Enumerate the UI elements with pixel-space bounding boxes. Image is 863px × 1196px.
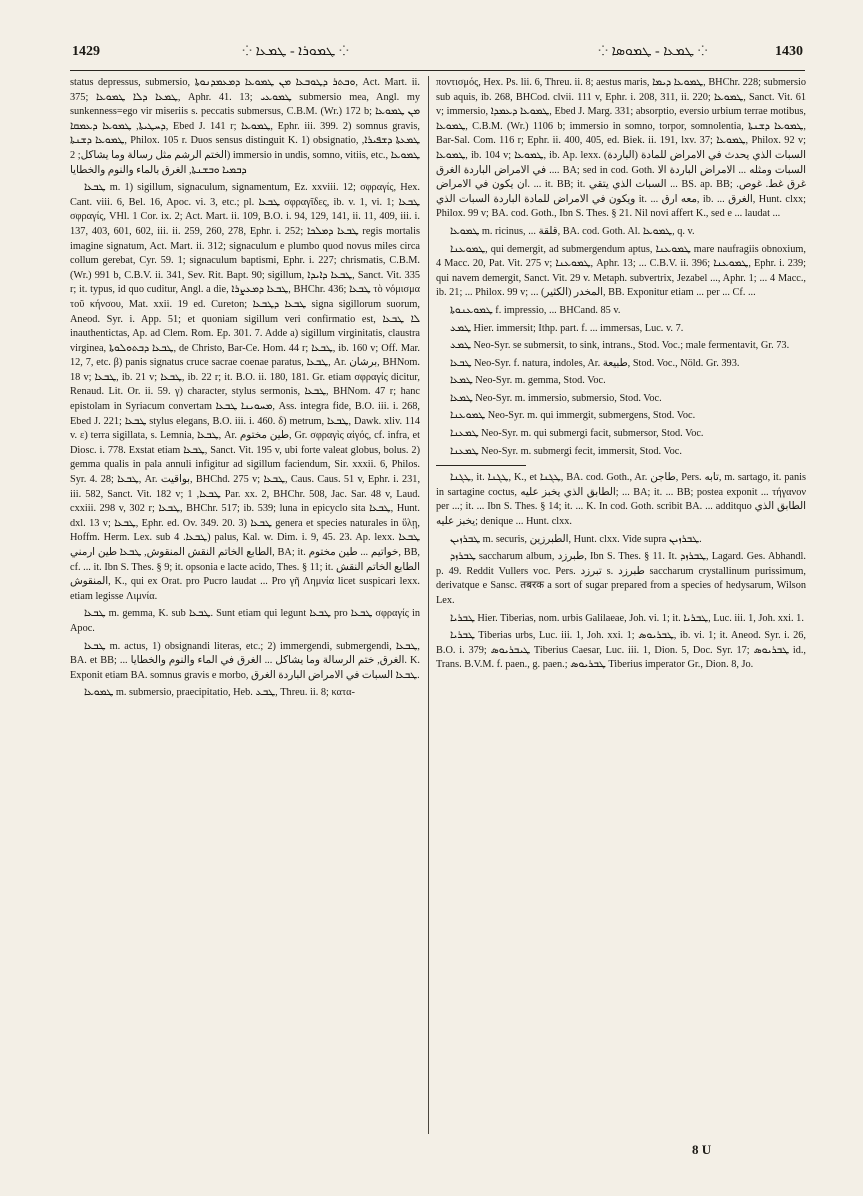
- dictionary-entry: ܛܡܥܐ Neo-Syr. m. immersio, submersio, Stod. Voc.: [450, 392, 662, 404]
- dictionary-entry: ܛܡܘܥܢܘܬܐ f. impressio, ... BHCand. 85 v.: [450, 304, 621, 316]
- dictionary-entry: ܛܡܥܐ Neo-Syr. m. gemma, Stod. Voc.: [450, 375, 606, 387]
- dictionary-entry: ܛܒܪܝܐ Tiberias urbs, Luc. iii. 1, Joh. xxi. 1; ܛܒܪܝܘܣ, ib. vi. 1; it. Aneod. Syr. i. 26, B.O. i. 379; ܛܝܒܪܝܘܣ Tiberius Caesar, Luc. iii. 1, Dion. 5, Doc. Syr. 17; ܛܒܪܝܘܣ id., Trans. B.V.M. f. paen., g. paen.; ܛܒܪܝܘܣ Tiberius imperator Gr., Dion. 8, Jo.: [436, 630, 806, 671]
- dictionary-entry: ܛܒܥܐ m. gemma, K. sub ܛܒܥܐ. Sunt etiam qui legunt ܛܒܥܐ pro ܛܒܥܐ σφραγίς in Apoc.: [70, 608, 420, 634]
- right-running-head: ⁘ ܛܡܥܐ - ܛܡܘܣܐ ⁘: [598, 44, 708, 59]
- dictionary-entry: ܛܡܘܥܐ m. ricinus, ... قلقة, BA. cod. Goth. Al. ܛܡܘܥܐ, q. v.: [450, 225, 695, 237]
- dictionary-entry: ܛܒܥܐ m. 1) sigillum, signaculum, signamentum, Ez. xxviii. 12; σφραγίς, Hex. Cant. viii. 6, Bel. 16, Apoc. vi. 3, etc.; pl. ܛܒܥܐ σφραγῖδες, ib. v. 1, vi. 1; ܛܒܥܐ σφραγίς, VHl. 1 Cor. ix. 2; Act. Mart. ii. 109, B.O. i. 94, 129, 141, ii. 11, 409, iii. i. 137, 403, 601, 602, iii. ii. 259, 260, 278, Ephr. i. 252; ܛܒܥܐ ܕܡܠܟܐ regis mortalis imagine signatum, Act. Mart. ii. 312; signaculum e plumbo quod novus miles circa collum gerebat, Cyr. 59. 1; signaculum baptismi, Ephr. i. 227; chrismatis, C.B.M. (Wr.) 991 b, C.B.V. ii. 341, Sev. Rit. Bapt. 90; sigillum, ܛܒܥܐ ܕܐܝܕܐ, Sanct. Vit. 335 r; it. typus, id quo cuditur, Angl. a die, ܛܒܥܐ ܕܡܥܨܪܐ, BHChr. 436; ܛܒܥܐ τὸ νόμισμα τοῦ κήνσου, Mat. xxii. 19 ed. Cureton; ܛܒܥܐ ܕܛܒܥܐ signa sigillorum suorum, Aneod. Syr. i. App. 51; et quoniam sigillum veri confirmatio est, ܠܐ ܛܒܥܐ inauthentictas, Ap. ad Clem. Rom. Ep. 301. 7. Adde a) sigillum virginitatis, claustra virginea, ܛܒܥܐ ܕܒܬܘܠܘܬܐ, de Christo, Bar-Ce. Hom. 44 r; ܛܒܥܐ, ib. 160 v; Off. Mar. 12, 7, etc. β) panis signatus cruce sacrae coenae paratus, ܛܒܥܐ, Ar. برشان, BHNom. 18 v; ܛܒܥܐ, ib. 21 v; ܛܒܥܐ, ib. 22 r; it. B.O. ii. 180, 181. Gr. etiam σφραγίς dicitur, Renaud. Lit. Or. ii. 59. γ) character, stylus sermonis, ܛܒܥܐ, BHNom. 47 r; hanc epistolam in Syriacum convertam ܡܚܘܝܢܐ ܛܒܥܐ, Ass. integra fide, B.O. iii. i. 268, Ebed J. 221; ܛܒܥܐ stylus elegans, B.O. iii. i. 460. δ) metrum, ܛܒܥܐ, Dawk. xliv. 114 v. ε) terra sigillata, s. Lemnia, ܛܒܥܐ, Ar. طين مختوم, Gr. σφραγὶς αἰγός, cf. infra, et Diosc. i. 778. Exstat etiam ܛܒܥܐ, Sanct. Vit. 195 v, ubi forte valeat globus, bolus. 2) gemma qualis in pala annuli infigitur ad sigillum faciendum, Sir. xxxii. 6, Philos. Syr. 4. 28; ܛܒܥܐ, Ar. بواقيت, BHChd. 275 v; ܛܒܥܐ, Caus. Caus. 51 v, Ephr. i. 231, iii. 582, Sanct. Vit. 182 v; ܛܒܥܐ, 1 Par. xx. 2, BHChr. 508, Jac. Sar. 48 v, Laud. cxxiii. 298 v, 302 r; ܛܒܥܐ, BHChr. 517; ib. 539; luna in epicyclo sita ܛܒܥܐ, Hunt. dxl. 13 v; ܛܒܥܐ, Ephr. ed. Ov. 349. 20. 3) ܛܒܥܐ genera et species naturales in ὕλῃ, Hoffm. Herm. Lex. sub ܛܒܥܐ. 4) palus, Kal. w. Dim. i. 9, 45. 23. Ap. lexx. ܛܒܥܐ الطابع الخاتم النقش المنقوش, ܛܒܥܐ طين ارمني, BA; it. خواتيم ... طين مختوم, BB, cf. ... it. Ibn S. Thes. § 9; it. opsonia e lacte acido, Thes. § 11; it. الطابع الخاتم النقش المنقوش, K., qui ex Orat. pro Pucro laudat ... Pro γῆ Λημνία licet suspicari lexx. etiam legisse Λιμνία.: [70, 182, 420, 602]
- footnote-rule: [436, 465, 526, 466]
- dictionary-entry: ܛܒܥܐ m. actus, 1) obsignandi literas, etc.; 2) immergendi, submergendi, ܛܒܥܐ, BA. et BB; ... الغرق, ختم الرسالة وما يشاكل ... الغرق في الماء والنوم والخطايا. K. Exponit etiam BA. somnus gravis e morbo, ܛܒܥܐ السبات في الامراض الباردة الغرق.: [70, 640, 420, 681]
- right-page-number: 1430: [775, 44, 803, 59]
- column-divider: [428, 76, 429, 1134]
- left-running-head: ⁘ ܛܡܘܪܐ - ܛܡܥܐ ⁘: [242, 44, 350, 59]
- dictionary-entry: ܛܡܥ Neo-Syr. se submersit, to sink, intrans., Stod. Voc.; male fermentavit, Gr. 73.: [450, 340, 790, 352]
- dictionary-entry: ܛܒܪܙܕ saccharum album, طبرزد, Ibn S. Thes. § 11. It. ܛܒܪܙܕ, Lagard. Ges. Abhandl. p. 49. Reddit Vullers voc. Pers. تبرزد s. طبرزد saccharum crystallinum purissimum, derivatque e Sansc. तबरक a sort of sugar prepared from a species of hedysarum, Wilson Lex.: [436, 551, 806, 606]
- dictionary-entry: status depressus, submersio, ܘܒܬܪ ܕܛܘܒܥܐ ܡܢ ܛܡܘܥܐ ܕܡܥܡܕܢܘܬܐ, Act. Mart. ii. 375; ܛܡܥܐ ܕܠܐ ܛܡܘܥܐ, Aphr. 41. 13; ܛܡܘܥܝ submersio mea, Angl. my sunkenness=ego vir miseriis s. peccatis submersus, C.B.M. (Wr.) 172 b; ܡܢ ܛܡܘܥܐ ܕܚܛܝܬܐ, ܛܡܘܥܐ ܕܥܡܩܐ, Ebed J. 141 r; ܛܡܘܥܐ, Ephr. iii. 399. 2) somnus gravis, ܛܡܘܥܐ ܕܫܢܬܐ, Philox. 105 r. Duos sensus distinguit K. 1) obsignatio, ܛܡܥܬܐ ܕܫܦܝܪܐ, الختم الرشم مثل رسالة وما يشاكل; 2) immersio in undis, somno, vitiis, etc., ܛܡܘܥܐ ܕܒܡܝܐ ܘܒܫܢܬܐ, الغرق بالماء والنوم والخطايا: [70, 77, 420, 176]
- dictionary-entry: ܛܓܢܐ, it. ܛܓܢܐ, K., et ܛܓܢܐ, BA. cod. Goth., Ar. طاجن, Pers. تابه, m. sartago, it. panis in sartagine coctus, الطابق الذي يخبز عليه; ... BA; it. ... BB; postea exponit ... τήγανον per ...; it. ... Ibn S. Thes. § 14; it. ... K. In cod. Goth. scribit BA. ... additquo الطابق الذي يخبز عليه; denique ... Hunt. clxx.: [436, 472, 806, 528]
- dictionary-entry: ܛܒܪܝܐ Hier. Tiberias, nom. urbis Galilaeae, Joh. vi. 1; it. ܛܒܪܝܐ, Luc. iii. 1, Joh. xxi. 1.: [450, 612, 804, 624]
- dictionary-entry: ܛܒܥܐ Neo-Syr. f. natura, indoles, Ar. طبيعة, Stod. Voc., Nöld. Gr. 393.: [450, 357, 740, 369]
- signature-mark: 8 U: [692, 1142, 712, 1157]
- right-column: [436, 76, 806, 1140]
- header-rule: [70, 70, 805, 71]
- dictionary-entry: ܛܡܘܥܢܐ, qui demergit, ad submergendum aptus, ܛܡܘܥܢܐ mare naufragiis obnoxium, 4 Macc. 20, Pat. Vit. 275 v; ܛܡܘܥܢܐ, Aphr. 13; ... C.B.V. ii. 396; ܛܡܘܥܢܐ, Ephr. i. 239; qui navem demergit, Sanct. Vit. 29 v. Metaph. subvertrix, Jezabel ..., Aphr. 1; ... 4 Macc., ib. 21; ... Philox. 99 v; ... المخدر (الكثير), BB. Exponitur etiam ... per ... Cf. ...: [436, 243, 806, 299]
- left-column: [70, 76, 420, 1140]
- dictionary-entry: ܛܡܥ Hier. immersit; Ithp. part. f. ... immersas, Luc. v. 7.: [450, 322, 684, 334]
- dictionary-entry: ܛܡܘܥܢܐ Neo-Syr. m. qui immergit, submergens, Stod. Voc.: [450, 410, 696, 422]
- dictionary-entry: ܛܒܪܙܝܢ m. securis, الطبرزين, Hunt. clxx. Vide supra ܛܒܪܙܝܢ.: [450, 533, 702, 545]
- page-header: [70, 42, 805, 68]
- dictionary-entry: ܛܡܘܥܐ m. submersio, praecipitatio, Heb. ܛܒܥ, Threu. ii. 8; κατα-: [84, 687, 355, 699]
- dictionary-entry: ποντισμός, Hex. Ps. lii. 6, Threu. ii. 8; aestus maris, ܛܡܘܥܐ ܕܝܡܐ, BHChr. 228; submersio sub aquis, ib. 268, BHCod. clvii. 111 v, Ephr. i. 208, 311, ii. 220; ܛܡܘܥܐ, Sanct. Vit. 61 v; immersio, ܛܡܘܥܐ ܕܥܡܕܐ, Ebed J. Marg. 331; absorptio, eversio urbium terrae motibus, ܛܡܘܥܐ, C.B.M. (Wr.) 1106 b; immersio in somno, torpor, somnolentia, ܛܡܘܥܐ ܕܫܢܬܐ, Bar-Sal. Com. 116 r; Ephr. ii. 400, 405, ed. Biek. ii. 191, lxv. 37; ܛܡܘܥܐ, Philox. 92 v; ܛܡܘܥܐ, ib. 104 v; ܛܡܘܥܐ, ib. Ap. lexx. السبات الذي يحدث في الامراض للمادة (الباردة) ... في الامراض الباردة الغرق. BA; sed in cod. Goth. السبات ومثله ... الامراض الباردة الا ان يكون في الامراض. ... it. BB; it. السبات الذي يتقي ... BS. ap. BB; غرق غط. غوص. ويكون في الامراض للمادة الباردة السبات الذي it. ... معه ارق, ib. ... الغرق, Hunt. clxx; Philox. 99 v; BA. cod. Goth., Ibn S. Thes. § 21. Nil novi affert K., sed e ... laudat ...: [436, 77, 806, 220]
- dictionary-entry: ܛܡܥܢܐ Neo-Syr. m. qui submergi facit, submersor, Stod. Voc.: [450, 428, 704, 440]
- left-page-number: 1429: [72, 44, 100, 59]
- dictionary-entry: ܛܡܥܢܐ Neo-Syr. m. submergi fecit, immersit, Stod. Voc.: [450, 445, 682, 457]
